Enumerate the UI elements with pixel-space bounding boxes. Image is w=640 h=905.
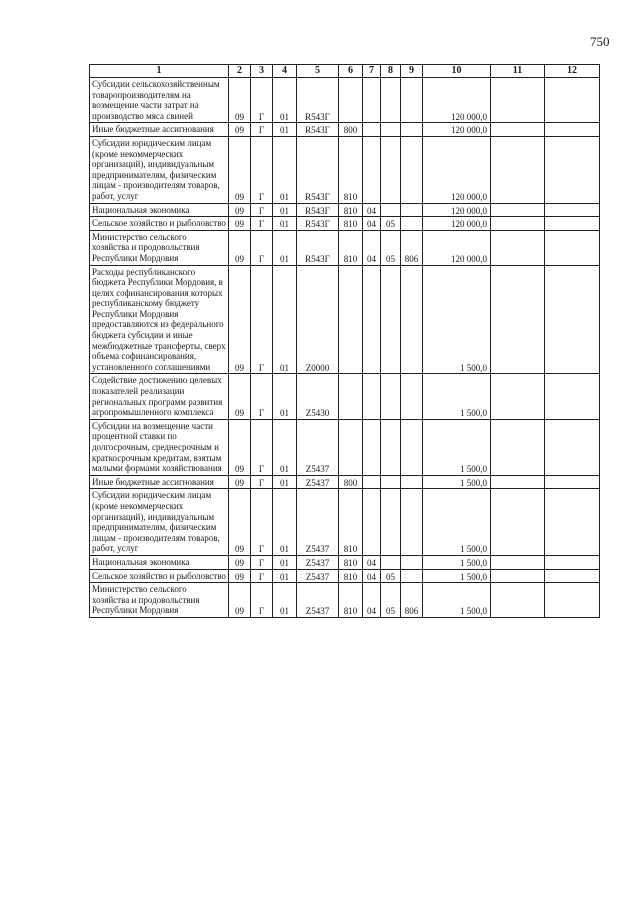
cell-col-4: 01 <box>273 230 297 265</box>
cell-col-7 <box>363 489 381 556</box>
header-row <box>90 65 600 78</box>
cell-col-11 <box>491 217 545 231</box>
cell-col-5: R543Г <box>297 78 339 123</box>
cell-col-10: 120 000,0 <box>423 123 491 137</box>
cell-col-6: 800 <box>339 475 363 489</box>
cell-col-3: Г <box>251 123 273 137</box>
cell-col-5: R543Г <box>297 136 339 203</box>
cell-col-9 <box>401 419 423 475</box>
cell-col-3: Г <box>251 489 273 556</box>
cell-col-3: Г <box>251 583 273 618</box>
cell-col-6: 810 <box>339 583 363 618</box>
cell-col-11 <box>491 489 545 556</box>
cell-col-6: 810 <box>339 569 363 583</box>
cell-col-9 <box>401 203 423 217</box>
cell-col-7 <box>363 374 381 419</box>
cell-col-3: Г <box>251 203 273 217</box>
cell-col-5: R543Г <box>297 230 339 265</box>
cell-col-9 <box>401 489 423 556</box>
cell-col-8: 05 <box>381 230 401 265</box>
cell-col-12 <box>545 419 600 475</box>
table-row <box>90 555 600 569</box>
cell-col-12 <box>545 475 600 489</box>
cell-col-2: 09 <box>229 555 251 569</box>
cell-col-7: 04 <box>363 203 381 217</box>
cell-col-8 <box>381 78 401 123</box>
cell-col-6 <box>339 265 363 374</box>
header-cell: 10 <box>423 65 491 78</box>
cell-col-11 <box>491 230 545 265</box>
cell-col-4: 01 <box>273 489 297 556</box>
cell-col-9 <box>401 555 423 569</box>
cell-col-7: 04 <box>363 555 381 569</box>
cell-col-9 <box>401 265 423 374</box>
cell-col-3: Г <box>251 217 273 231</box>
cell-col-7 <box>363 265 381 374</box>
cell-col-8 <box>381 489 401 556</box>
cell-col-8 <box>381 265 401 374</box>
cell-col-5: Z5437 <box>297 419 339 475</box>
cell-col-10: 1 500,0 <box>423 489 491 556</box>
row-name: Субсидии юридическим лицам (кроме некоммерческих организаций), индивидуальным предпринимателям, физическим лицам - производителям товаров, работ, услуг <box>90 136 229 203</box>
cell-col-7 <box>363 78 381 123</box>
table-row <box>90 419 600 475</box>
cell-col-6 <box>339 78 363 123</box>
cell-col-12 <box>545 583 600 618</box>
cell-col-2: 09 <box>229 583 251 618</box>
cell-col-3: Г <box>251 475 273 489</box>
table-row <box>90 374 600 419</box>
row-name: Субсидии на возмещение части процентной ставки по долгосрочным, среднесрочным и краткосрочным кредитам, взятым малыми формами хозяйствования <box>90 419 229 475</box>
cell-col-8: 05 <box>381 217 401 231</box>
cell-col-5: Z5437 <box>297 489 339 556</box>
row-name: Министерство сельского хозяйства и продовольствия Республики Мордовия <box>90 230 229 265</box>
cell-col-12 <box>545 569 600 583</box>
cell-col-2: 09 <box>229 475 251 489</box>
row-name: Иные бюджетные ассигнования <box>90 123 229 137</box>
cell-col-11 <box>491 419 545 475</box>
row-name: Субсидии юридическим лицам (кроме некоммерческих организаций), индивидуальным предпринимателям, физическим лицам - производителям товаров, работ, услуг <box>90 489 229 556</box>
header-cell: 9 <box>401 65 423 78</box>
cell-col-10: 1 500,0 <box>423 555 491 569</box>
header-cell: 6 <box>339 65 363 78</box>
cell-col-4: 01 <box>273 374 297 419</box>
cell-col-9 <box>401 123 423 137</box>
header-cell: 5 <box>297 65 339 78</box>
table-body <box>90 78 600 618</box>
cell-col-10: 120 000,0 <box>423 217 491 231</box>
cell-col-12 <box>545 555 600 569</box>
cell-col-11 <box>491 78 545 123</box>
cell-col-4: 01 <box>273 78 297 123</box>
cell-col-11 <box>491 555 545 569</box>
cell-col-12 <box>545 203 600 217</box>
cell-col-6 <box>339 419 363 475</box>
cell-col-11 <box>491 374 545 419</box>
cell-col-7: 04 <box>363 583 381 618</box>
cell-col-10: 120 000,0 <box>423 78 491 123</box>
table-row <box>90 569 600 583</box>
header-cell: 4 <box>273 65 297 78</box>
cell-col-7 <box>363 475 381 489</box>
cell-col-5: R543Г <box>297 217 339 231</box>
cell-col-7 <box>363 123 381 137</box>
cell-col-10: 1 500,0 <box>423 265 491 374</box>
cell-col-3: Г <box>251 230 273 265</box>
row-name: Министерство сельского хозяйства и продовольствия Республики Мордовия <box>90 583 229 618</box>
cell-col-2: 09 <box>229 374 251 419</box>
cell-col-11 <box>491 475 545 489</box>
cell-col-11 <box>491 583 545 618</box>
cell-col-6: 810 <box>339 555 363 569</box>
table-row <box>90 489 600 556</box>
cell-col-10: 1 500,0 <box>423 583 491 618</box>
table-row <box>90 475 600 489</box>
cell-col-5: Z5437 <box>297 555 339 569</box>
header-cell: 2 <box>229 65 251 78</box>
cell-col-7 <box>363 136 381 203</box>
row-name: Национальная экономика <box>90 203 229 217</box>
header-cell: 11 <box>491 65 545 78</box>
budget-table <box>89 64 600 618</box>
page-number: 750 <box>590 34 610 49</box>
cell-col-3: Г <box>251 374 273 419</box>
cell-col-2: 09 <box>229 489 251 556</box>
row-name: Расходы республиканского бюджета Республики Мордовия, в целях софинансирования которых республиканскому бюджету Республики Мордовия предоставляются из федерального бюджета субсидии и иные межбюджетные трансферты, сверх объема софинансирования, установленного соглашениями <box>90 265 229 374</box>
cell-col-12 <box>545 230 600 265</box>
cell-col-6: 810 <box>339 136 363 203</box>
cell-col-4: 01 <box>273 583 297 618</box>
cell-col-4: 01 <box>273 203 297 217</box>
cell-col-2: 09 <box>229 203 251 217</box>
cell-col-10: 1 500,0 <box>423 569 491 583</box>
cell-col-9: 806 <box>401 230 423 265</box>
cell-col-9 <box>401 475 423 489</box>
cell-col-12 <box>545 136 600 203</box>
cell-col-5: Z0000 <box>297 265 339 374</box>
table-row <box>90 583 600 618</box>
cell-col-7: 04 <box>363 217 381 231</box>
cell-col-9 <box>401 374 423 419</box>
cell-col-11 <box>491 203 545 217</box>
cell-col-8: 05 <box>381 569 401 583</box>
cell-col-5: Z5437 <box>297 569 339 583</box>
cell-col-12 <box>545 489 600 556</box>
row-name: Сельское хозяйство и рыболовство <box>90 217 229 231</box>
cell-col-10: 120 000,0 <box>423 203 491 217</box>
cell-col-9 <box>401 136 423 203</box>
cell-col-2: 09 <box>229 123 251 137</box>
cell-col-2: 09 <box>229 136 251 203</box>
cell-col-8 <box>381 555 401 569</box>
table-row <box>90 265 600 374</box>
cell-col-6: 810 <box>339 217 363 231</box>
cell-col-11 <box>491 265 545 374</box>
cell-col-4: 01 <box>273 123 297 137</box>
cell-col-3: Г <box>251 265 273 374</box>
cell-col-11 <box>491 569 545 583</box>
cell-col-6: 810 <box>339 230 363 265</box>
cell-col-3: Г <box>251 419 273 475</box>
cell-col-10: 1 500,0 <box>423 419 491 475</box>
cell-col-6: 810 <box>339 203 363 217</box>
cell-col-6: 810 <box>339 489 363 556</box>
table-row <box>90 217 600 231</box>
cell-col-6 <box>339 374 363 419</box>
header-cell: 8 <box>381 65 401 78</box>
cell-col-12 <box>545 217 600 231</box>
cell-col-4: 01 <box>273 136 297 203</box>
row-name: Сельское хозяйство и рыболовство <box>90 569 229 583</box>
cell-col-12 <box>545 78 600 123</box>
cell-col-6: 800 <box>339 123 363 137</box>
cell-col-3: Г <box>251 136 273 203</box>
row-name: Национальная экономика <box>90 555 229 569</box>
cell-col-8 <box>381 374 401 419</box>
table-row <box>90 78 600 123</box>
cell-col-2: 09 <box>229 569 251 583</box>
cell-col-4: 01 <box>273 419 297 475</box>
table-row <box>90 203 600 217</box>
cell-col-7: 04 <box>363 569 381 583</box>
row-name: Субсидии сельскохозяйственным товаропроизводителям на возмещение части затрат на производство мяса свиней <box>90 78 229 123</box>
cell-col-3: Г <box>251 78 273 123</box>
cell-col-2: 09 <box>229 419 251 475</box>
cell-col-2: 09 <box>229 265 251 374</box>
row-name: Иные бюджетные ассигнования <box>90 475 229 489</box>
cell-col-10: 1 500,0 <box>423 475 491 489</box>
cell-col-8 <box>381 419 401 475</box>
cell-col-9 <box>401 78 423 123</box>
header-cell: 12 <box>545 65 600 78</box>
cell-col-8 <box>381 475 401 489</box>
cell-col-4: 01 <box>273 555 297 569</box>
cell-col-10: 120 000,0 <box>423 136 491 203</box>
cell-col-12 <box>545 265 600 374</box>
cell-col-10: 1 500,0 <box>423 374 491 419</box>
cell-col-8 <box>381 203 401 217</box>
cell-col-9 <box>401 569 423 583</box>
cell-col-2: 09 <box>229 230 251 265</box>
cell-col-2: 09 <box>229 78 251 123</box>
cell-col-5: Z5437 <box>297 475 339 489</box>
cell-col-3: Г <box>251 569 273 583</box>
cell-col-11 <box>491 136 545 203</box>
cell-col-8 <box>381 123 401 137</box>
header-cell: 1 <box>90 65 229 78</box>
cell-col-12 <box>545 374 600 419</box>
cell-col-3: Г <box>251 555 273 569</box>
cell-col-9: 806 <box>401 583 423 618</box>
cell-col-4: 01 <box>273 475 297 489</box>
table-row <box>90 136 600 203</box>
table-row <box>90 123 600 137</box>
cell-col-2: 09 <box>229 217 251 231</box>
cell-col-5: Z5437 <box>297 583 339 618</box>
cell-col-7: 04 <box>363 230 381 265</box>
row-name: Содействие достижению целевых показателей реализации региональных программ развития агропромышленного комплекса <box>90 374 229 419</box>
table-row <box>90 230 600 265</box>
cell-col-5: R543Г <box>297 123 339 137</box>
cell-col-9 <box>401 217 423 231</box>
cell-col-8: 05 <box>381 583 401 618</box>
cell-col-11 <box>491 123 545 137</box>
cell-col-7 <box>363 419 381 475</box>
cell-col-5: R543Г <box>297 203 339 217</box>
cell-col-4: 01 <box>273 265 297 374</box>
cell-col-12 <box>545 123 600 137</box>
header-cell: 7 <box>363 65 381 78</box>
cell-col-4: 01 <box>273 217 297 231</box>
cell-col-4: 01 <box>273 569 297 583</box>
header-cell: 3 <box>251 65 273 78</box>
cell-col-5: Z5430 <box>297 374 339 419</box>
cell-col-10: 120 000,0 <box>423 230 491 265</box>
cell-col-8 <box>381 136 401 203</box>
